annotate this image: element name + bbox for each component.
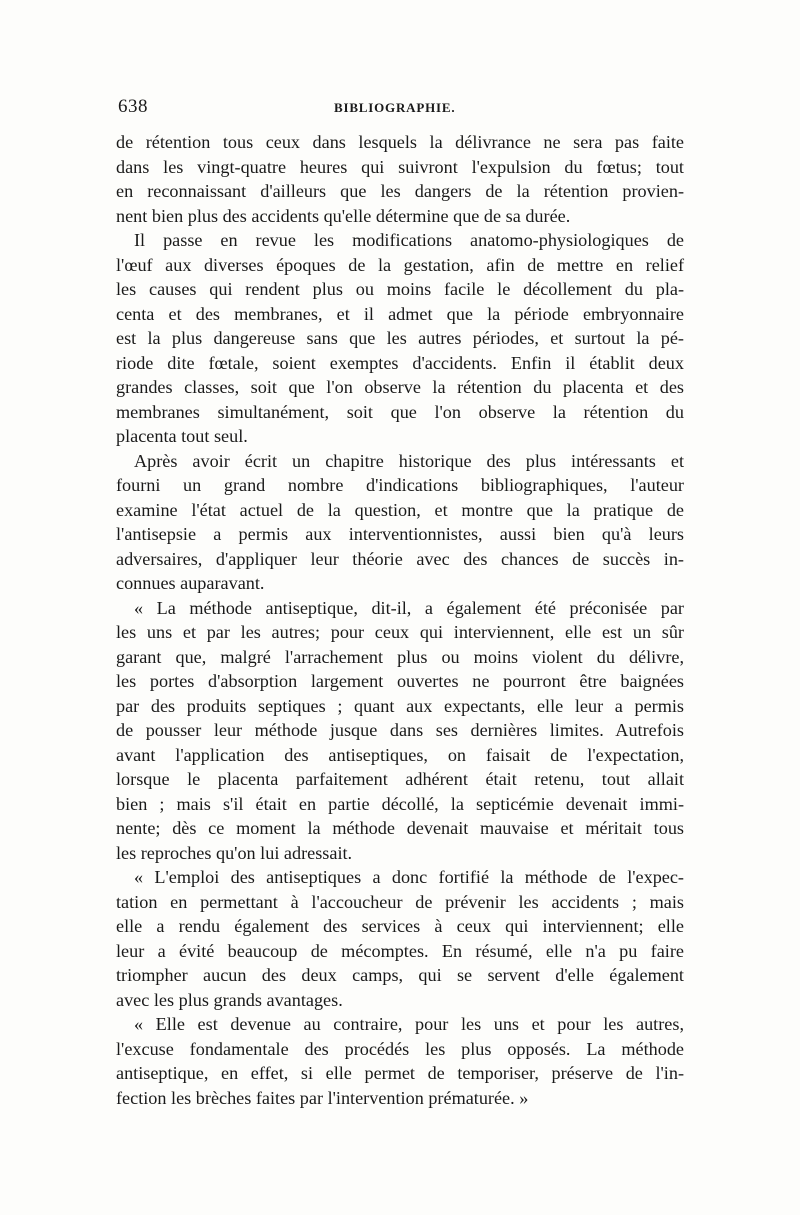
- text-line: placenta tout seul.: [116, 426, 248, 446]
- text-line: garant que, malgré l'arrachement plus ou moins violent du délivre,: [116, 646, 684, 667]
- text-line: les reproches qu'on lui adressait.: [116, 842, 353, 863]
- text-line: l'excuse fondamentale des procédés les plus opposés. La méthode: [116, 1038, 684, 1059]
- paragraph: [116, 596, 684, 866]
- text-line: fourni un grand nombre d'indications bibliographiques, l'auteur: [116, 475, 684, 495]
- text-line: lorsque le placenta parfaitement adhérent était retenu, tout allait: [116, 769, 684, 789]
- running-title: BIBLIOGRAPHIE.: [334, 100, 456, 115]
- text-line: les portes d'absorption largement ouvertes ne pourront être baignées: [116, 671, 684, 691]
- text-line: de rétention tous ceux dans lesquels la délivrance ne sera pas faite: [116, 132, 684, 152]
- text-line: adversaires, d'appliquer leur théorie avec des chances de succès in-: [116, 548, 684, 569]
- text-line: bien ; mais s'il était en partie décollé, la septicémie devenait immi-: [116, 793, 684, 814]
- paragraph: [116, 449, 684, 596]
- text-line: l'œuf aux diverses époques de la gestation, afin de mettre en relief: [116, 254, 684, 275]
- paragraph: [116, 130, 684, 228]
- text-line: par des produits septiques ; quant aux expectants, elle leur a permis: [116, 695, 684, 716]
- text-line: examine l'état actuel de la question, et montre que la pratique de: [116, 499, 684, 520]
- paragraph: [116, 228, 684, 449]
- page-number: 638: [118, 96, 148, 117]
- text-line: avant l'application des antiseptiques, on faisait de l'expectation,: [116, 744, 684, 765]
- text-line: triompher aucun des deux camps, qui se servent d'elle également: [116, 965, 684, 985]
- text-line: « La méthode antiseptique, dit-il, a également été préconisée par: [134, 597, 684, 618]
- text-line: les uns et par les autres; pour ceux qui interviennent, elle est un sûr: [116, 622, 684, 642]
- text-line: riode dite fœtale, soient exemptes d'accidents. Enfin il établit deux: [116, 352, 684, 373]
- paragraph: [116, 865, 684, 1012]
- page-header: [118, 96, 684, 120]
- text-line: fection les brèches faites par l'intervention prématurée. »: [116, 1087, 529, 1108]
- text-line: antiseptique, en effet, si elle permet de temporiser, préserve de l'in-: [116, 1063, 684, 1083]
- text-line: nent bien plus des accidents qu'elle détermine que de sa durée.: [116, 205, 571, 226]
- text-line: en reconnaissant d'ailleurs que les dangers de la rétention provien-: [116, 181, 684, 201]
- text-line: avec les plus grands avantages.: [116, 989, 343, 1010]
- text-line: « Elle est devenue au contraire, pour les uns et pour les autres,: [134, 1014, 684, 1034]
- text-line: Il passe en revue les modifications anatomo-physiologiques de: [134, 230, 684, 250]
- text-line: est la plus dangereuse sans que les autres périodes, et surtout la pé-: [116, 328, 684, 348]
- text-line: les causes qui rendent plus ou moins facile le décollement du pla-: [116, 279, 684, 299]
- text-line: connues auparavant.: [116, 573, 265, 593]
- paragraph: [116, 1012, 684, 1110]
- text-line: centa et des membranes, et il admet que la période embryonnaire: [116, 303, 684, 324]
- text-line: Après avoir écrit un chapitre historique des plus intéressants et: [134, 450, 684, 471]
- text-line: l'antisepsie a permis aux interventionnistes, aussi bien qu'à leurs: [116, 524, 684, 544]
- text-line: leur a évité beaucoup de mécomptes. En résumé, elle n'a pu faire: [116, 940, 684, 961]
- text-line: « L'emploi des antiseptiques a donc fortifié la méthode de l'expec-: [134, 867, 684, 887]
- text-line: de pousser leur méthode jusque dans ses dernières limites. Autrefois: [116, 720, 684, 740]
- text-line: dans les vingt-quatre heures qui suivront l'expulsion du fœtus; tout: [116, 156, 684, 177]
- text-line: elle a rendu également des services à ceux qui interviennent; elle: [116, 916, 684, 936]
- text-line: tation en permettant à l'accoucheur de prévenir les accidents ; mais: [116, 891, 684, 912]
- text-line: membranes simultanément, soit que l'on observe la rétention du: [116, 401, 684, 422]
- text-line: grandes classes, soit que l'on observe la rétention du placenta et des: [116, 377, 684, 397]
- text-line: nente; dès ce moment la méthode devenait mauvaise et méritait tous: [116, 818, 684, 838]
- body-text: [116, 130, 684, 1110]
